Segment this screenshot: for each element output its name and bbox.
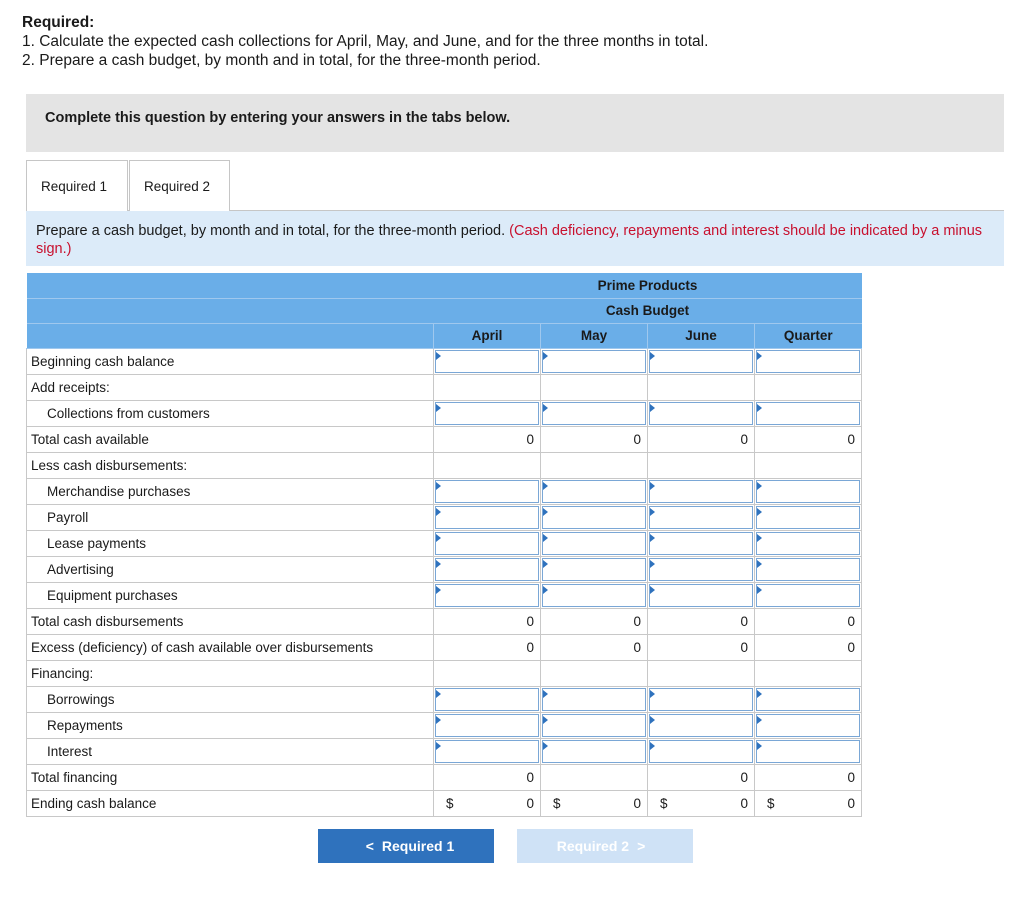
complete-question-banner: Complete this question by entering your answers in the tabs below. — [26, 94, 1004, 152]
lease-april-input[interactable] — [435, 532, 539, 555]
repayments-june-input[interactable] — [649, 714, 753, 737]
collections-april-input[interactable] — [435, 402, 539, 425]
next-required-2-button[interactable] — [517, 829, 693, 863]
row-label: Lease payments — [27, 530, 434, 556]
table-row — [27, 530, 862, 556]
interest-quarter-input[interactable] — [756, 740, 860, 763]
repayments-april-input[interactable] — [435, 714, 539, 737]
col-june: June — [648, 323, 755, 348]
instruction-panel — [26, 211, 1004, 266]
col-quarter: Quarter — [755, 323, 862, 348]
row-label: Excess (deficiency) of cash available over disbursements — [27, 634, 434, 660]
cell-value: 0 — [847, 795, 855, 811]
row-label: Repayments — [27, 712, 434, 738]
equipment-april-input[interactable] — [435, 584, 539, 607]
prev-button-label: Required 1 — [381, 838, 455, 854]
equipment-quarter-input[interactable] — [756, 584, 860, 607]
table-row — [27, 634, 862, 660]
cell-value: 0 — [633, 613, 641, 629]
instruction-note: (Cash deficiency, repayments and interest should be indicated by a minus sign.) — [36, 223, 983, 257]
row-label: Advertising — [27, 556, 434, 582]
table-row — [27, 764, 862, 790]
required-line-2: 2. Prepare a cash budget, by month and in total, for the three-month period. — [22, 52, 541, 69]
merchandise-may-input[interactable] — [542, 480, 646, 503]
row-label: Beginning cash balance — [27, 348, 434, 374]
table-row — [27, 608, 862, 634]
table-row — [27, 738, 862, 764]
next-button-label: Required 2 — [556, 838, 630, 854]
payroll-june-input[interactable] — [649, 506, 753, 529]
cell-value: 0 — [740, 613, 748, 629]
dollar-sign: $ — [553, 795, 561, 811]
equipment-june-input[interactable] — [649, 584, 753, 607]
dollar-sign: $ — [446, 795, 454, 811]
company-name: Prime Products — [434, 273, 862, 298]
chevron-right-icon: > — [637, 838, 646, 854]
equipment-may-input[interactable] — [542, 584, 646, 607]
table-row — [27, 348, 862, 374]
table-row — [27, 504, 862, 530]
borrowings-may-input[interactable] — [542, 688, 646, 711]
collections-june-input[interactable] — [649, 402, 753, 425]
chevron-left-icon: < — [365, 838, 374, 854]
table-row — [27, 712, 862, 738]
tab-bar — [26, 160, 1004, 211]
lease-may-input[interactable] — [542, 532, 646, 555]
cell-value: 0 — [526, 769, 534, 785]
tab-required-1[interactable]: Required 1 — [26, 160, 128, 211]
row-label: Financing: — [27, 660, 434, 686]
cell-value: 0 — [740, 431, 748, 447]
required-line-1: 1. Calculate the expected cash collections for April, May, and June, and for the three months in total. — [22, 33, 709, 50]
table-row — [27, 374, 862, 400]
cell-value: 0 — [526, 431, 534, 447]
table-row — [27, 582, 862, 608]
table-row — [27, 556, 862, 582]
payroll-april-input[interactable] — [435, 506, 539, 529]
table-row — [27, 400, 862, 426]
row-label: Payroll — [27, 504, 434, 530]
row-label: Interest — [27, 738, 434, 764]
collections-quarter-input[interactable] — [756, 402, 860, 425]
interest-may-input[interactable] — [542, 740, 646, 763]
merchandise-april-input[interactable] — [435, 480, 539, 503]
advertising-june-input[interactable] — [649, 558, 753, 581]
advertising-quarter-input[interactable] — [756, 558, 860, 581]
repayments-quarter-input[interactable] — [756, 714, 860, 737]
cell-value: 0 — [740, 639, 748, 655]
table-row — [27, 426, 862, 452]
cell-value: 0 — [633, 639, 641, 655]
col-april: April — [434, 323, 541, 348]
repayments-may-input[interactable] — [542, 714, 646, 737]
row-label: Total financing — [27, 764, 434, 790]
table-row — [27, 452, 862, 478]
instruction-text: Prepare a cash budget, by month and in total, for the three-month period. — [36, 223, 506, 239]
borrowings-june-input[interactable] — [649, 688, 753, 711]
beginning-cash-april-input[interactable] — [435, 350, 539, 373]
beginning-cash-june-input[interactable] — [649, 350, 753, 373]
cell-value: 0 — [740, 769, 748, 785]
cell-value: 0 — [847, 613, 855, 629]
cell-value: 0 — [526, 795, 534, 811]
borrowings-quarter-input[interactable] — [756, 688, 860, 711]
row-label: Ending cash balance — [27, 790, 434, 816]
beginning-cash-may-input[interactable] — [542, 350, 646, 373]
merchandise-june-input[interactable] — [649, 480, 753, 503]
row-label: Equipment purchases — [27, 582, 434, 608]
row-label: Less cash disbursements: — [27, 452, 434, 478]
dollar-sign: $ — [767, 795, 775, 811]
cell-value: 0 — [633, 795, 641, 811]
row-label: Total cash available — [27, 426, 434, 452]
cell-value: 0 — [847, 431, 855, 447]
lease-june-input[interactable] — [649, 532, 753, 555]
collections-may-input[interactable] — [542, 402, 646, 425]
row-label: Total cash disbursements — [27, 608, 434, 634]
cell-value: 0 — [633, 431, 641, 447]
cash-budget-table — [26, 273, 862, 817]
row-label: Borrowings — [27, 686, 434, 712]
table-row — [27, 790, 862, 816]
table-row — [27, 660, 862, 686]
borrowings-april-input[interactable] — [435, 688, 539, 711]
cell-value: 0 — [847, 769, 855, 785]
row-label: Add receipts: — [27, 374, 434, 400]
budget-title: Cash Budget — [434, 298, 862, 323]
advertising-april-input[interactable] — [435, 558, 539, 581]
table-row — [27, 686, 862, 712]
payroll-may-input[interactable] — [542, 506, 646, 529]
cell-value: 0 — [847, 639, 855, 655]
col-may: May — [541, 323, 648, 348]
table-row — [27, 478, 862, 504]
payroll-quarter-input[interactable] — [756, 506, 860, 529]
cell-value: 0 — [526, 613, 534, 629]
dollar-sign: $ — [660, 795, 668, 811]
beginning-cash-quarter-input[interactable] — [756, 350, 860, 373]
row-label: Merchandise purchases — [27, 478, 434, 504]
prev-required-1-button[interactable] — [318, 829, 494, 863]
interest-june-input[interactable] — [649, 740, 753, 763]
required-title: Required: — [22, 14, 95, 31]
cell-value: 0 — [526, 639, 534, 655]
required-instructions — [22, 13, 708, 70]
tab-required-2[interactable]: Required 2 — [129, 160, 230, 212]
lease-quarter-input[interactable] — [756, 532, 860, 555]
merchandise-quarter-input[interactable] — [756, 480, 860, 503]
interest-april-input[interactable] — [435, 740, 539, 763]
cell-value: 0 — [740, 795, 748, 811]
row-label: Collections from customers — [27, 400, 434, 426]
advertising-may-input[interactable] — [542, 558, 646, 581]
